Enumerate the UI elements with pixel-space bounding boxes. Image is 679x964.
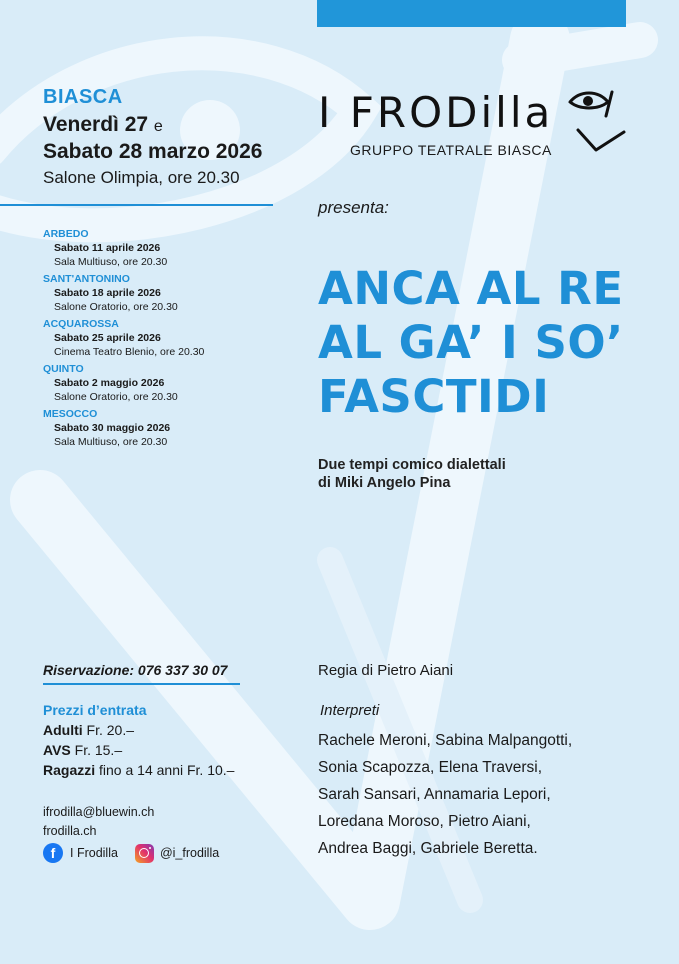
price-kids bbox=[43, 762, 234, 778]
tour-venue: Sala Multiuso, ore 20.30 bbox=[54, 436, 168, 448]
tour-venue: Sala Multiuso, ore 20.30 bbox=[54, 256, 168, 268]
price-adult bbox=[43, 722, 134, 738]
cast-line: Sonia Scapozza, Elena Traversi, bbox=[318, 759, 543, 776]
price-avs-label: AVS bbox=[43, 742, 71, 758]
tour-date: Sabato 11 aprile 2026 bbox=[54, 242, 161, 254]
main-date-line2: Sabato 28 marzo 2026 bbox=[43, 140, 263, 163]
logo-subtitle: GRUPPO TEATRALE BIASCA bbox=[350, 142, 552, 158]
main-date-line1 bbox=[43, 113, 163, 137]
tour-venue: Salone Oratorio, ore 20.30 bbox=[54, 301, 178, 313]
cast-list bbox=[318, 727, 572, 862]
tour-item bbox=[43, 228, 283, 269]
prices-heading: Prezzi d’entrata bbox=[43, 702, 147, 718]
show-title bbox=[318, 262, 658, 424]
show-title-line: ANCA AL RE bbox=[318, 262, 624, 315]
tour-item bbox=[43, 408, 283, 449]
logo-wordmark: I FRODilla bbox=[318, 88, 554, 137]
tour-venue: Cinema Teatro Blenio, ore 20.30 bbox=[54, 346, 205, 358]
tour-list bbox=[43, 228, 283, 453]
tour-item bbox=[43, 273, 283, 314]
tour-town: ARBEDO bbox=[43, 228, 89, 240]
tour-date: Sabato 2 maggio 2026 bbox=[54, 377, 165, 389]
subtitle-line: di Miki Angelo Pina bbox=[318, 475, 451, 491]
show-subtitle bbox=[318, 456, 506, 492]
social-links bbox=[43, 843, 219, 863]
booking-divider bbox=[43, 683, 240, 685]
price-kids-value: fino a 14 anni Fr. 10.– bbox=[99, 762, 235, 778]
tour-date: Sabato 30 maggio 2026 bbox=[54, 422, 171, 434]
cast-line: Sarah Sansari, Annamaria Lepori, bbox=[318, 786, 551, 803]
cast-line: Rachele Meroni, Sabina Malpangotti, bbox=[318, 732, 573, 749]
main-venue: Salone Olimpia, ore 20.30 bbox=[43, 168, 240, 187]
price-adult-value: Fr. 20.– bbox=[86, 722, 135, 738]
cast-heading: Interpreti bbox=[320, 702, 380, 719]
facebook-handle[interactable]: I Frodilla bbox=[70, 846, 118, 860]
cast-line: Andrea Baggi, Gabriele Beretta. bbox=[318, 840, 538, 857]
price-avs bbox=[43, 742, 122, 758]
price-adult-label: Adulti bbox=[43, 722, 83, 738]
instagram-icon[interactable] bbox=[135, 844, 154, 863]
director-credit: Regia di Pietro Aiani bbox=[318, 662, 454, 679]
tour-town: ACQUAROSSA bbox=[43, 318, 119, 330]
date-conjunction: e bbox=[153, 118, 163, 135]
booking-phone: Riservazione: 076 337 30 07 bbox=[43, 662, 228, 678]
contact-email[interactable]: ifrodilla@bluewin.ch bbox=[43, 805, 155, 819]
contact-website[interactable]: frodilla.ch bbox=[43, 824, 97, 838]
tour-date: Sabato 18 aprile 2026 bbox=[54, 287, 161, 299]
show-title-line: FASCTIDI bbox=[318, 370, 550, 423]
facebook-icon[interactable]: f bbox=[43, 843, 63, 863]
show-title-line: AL GA’ I SO’ bbox=[318, 316, 624, 369]
tour-town: QUINTO bbox=[43, 363, 84, 375]
date-friday: Venerdì 27 bbox=[43, 113, 149, 136]
presents-label: presenta: bbox=[318, 198, 389, 217]
subtitle-line: Due tempi comico dialettali bbox=[318, 457, 506, 473]
logo-eye-mark-icon bbox=[566, 86, 628, 158]
main-city: BIASCA bbox=[43, 86, 123, 108]
top-accent-bar bbox=[317, 0, 626, 27]
tour-item bbox=[43, 318, 283, 359]
tour-date: Sabato 25 aprile 2026 bbox=[54, 332, 161, 344]
header-divider bbox=[0, 204, 273, 206]
price-kids-label: Ragazzi bbox=[43, 762, 96, 778]
price-avs-value: Fr. 15.– bbox=[74, 742, 123, 758]
tour-venue: Salone Oratorio, ore 20.30 bbox=[54, 391, 178, 403]
tour-item bbox=[43, 363, 283, 404]
tour-town: MESOCCO bbox=[43, 408, 98, 420]
tour-town: SANT'ANTONINO bbox=[43, 273, 130, 285]
instagram-handle[interactable]: @i_frodilla bbox=[159, 846, 220, 860]
cast-line: Loredana Moroso, Pietro Aiani, bbox=[318, 813, 531, 830]
